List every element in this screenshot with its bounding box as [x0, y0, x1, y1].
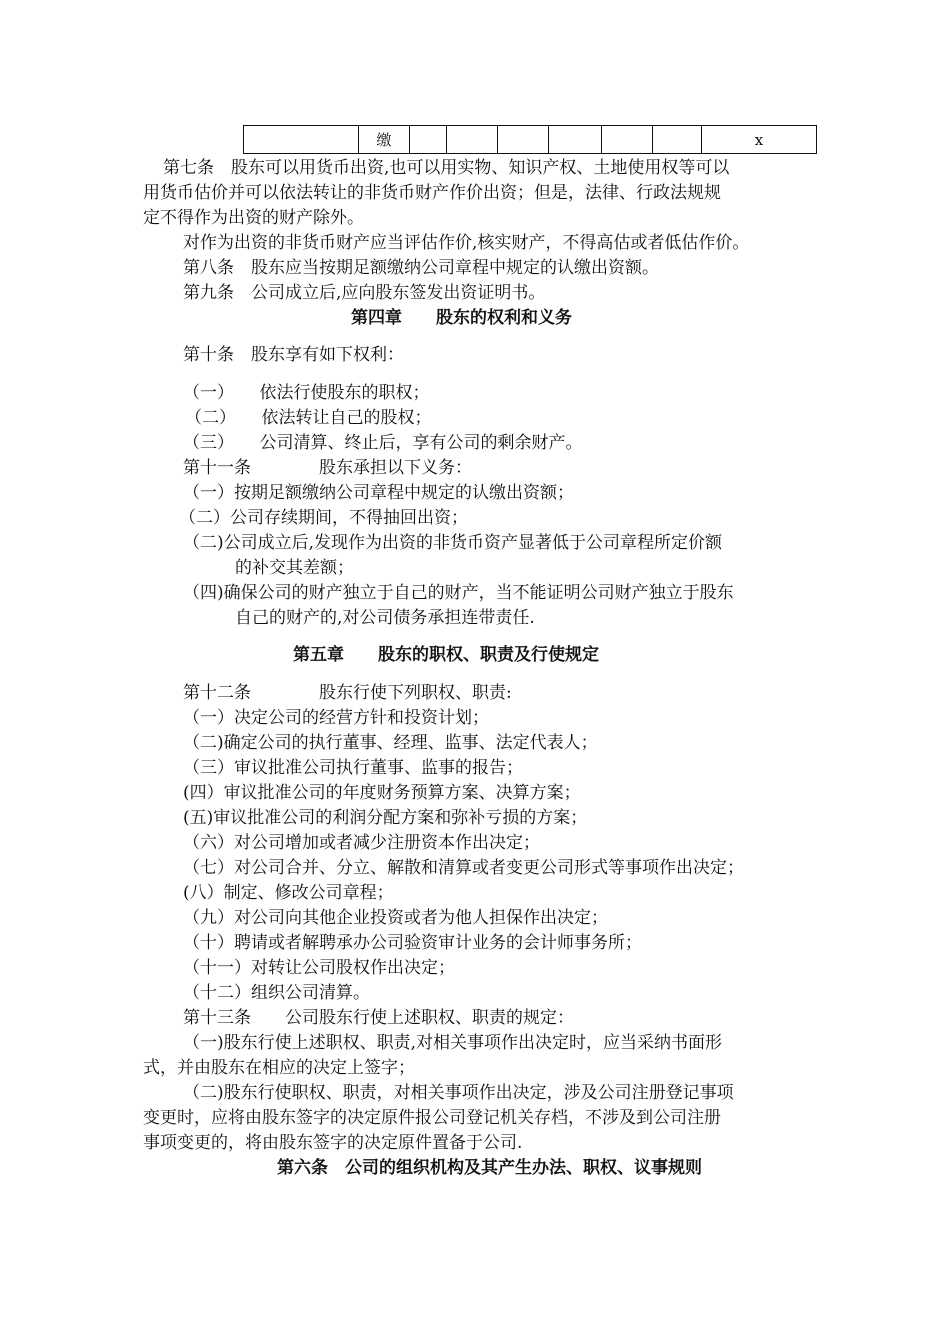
article-12: 第十二条 股东行使下列职权、职责:	[183, 683, 512, 703]
power-item-6: （六）对公司增加或者减少注册资本作出决定；	[183, 833, 540, 853]
rule-item-2-line-2: 变更时，应将由股东签字的决定原件报公司登记机关存档，不涉及到公司注册	[143, 1108, 721, 1128]
power-item-4: (四）审议批准公司的年度财务预算方案、决算方案；	[183, 783, 581, 803]
article-9: 第九条 公司成立后,应向股东签发出资证明书。	[183, 283, 546, 303]
rule-item-2-line-3: 事项变更的，将由股东签字的决定原件置备于公司.	[143, 1133, 523, 1153]
rule-item-1-line-1: （一)股东行使上述职权、职责,对相关事项作出决定时，应当采纳书面形	[183, 1033, 723, 1053]
power-item-3: （三）审议批准公司执行董事、监事的报告；	[183, 758, 523, 778]
duty-item-4-line-2: 自己的财产的,对公司债务承担连带责任.	[235, 608, 535, 628]
table-row	[244, 126, 817, 154]
table-cell	[447, 126, 498, 154]
chapter-4-heading: 第四章 股东的权利和义务	[351, 308, 572, 328]
duty-item-3-line-2: 的补交其差额；	[235, 558, 354, 578]
rule-item-1-line-2: 式，并由股东在相应的决定上签字；	[143, 1058, 415, 1078]
table-cell	[602, 126, 653, 154]
article-7-line-2: 用货币估价并可以依法转让的非货币财产作价出资；但是，法律、行政法规规	[143, 183, 721, 203]
right-item-3: （三） 公司清算、终止后，享有公司的剩余财产。	[183, 433, 583, 453]
power-item-10: （十）聘请或者解聘承办公司验资审计业务的会计师事务所；	[183, 933, 642, 953]
power-item-1: （一）决定公司的经营方针和投资计划；	[183, 708, 489, 728]
table-cell	[498, 126, 549, 154]
power-item-8: (八）制定、修改公司章程；	[183, 883, 394, 903]
contribution-table	[243, 125, 817, 154]
article-10: 第十条 股东享有如下权利：	[183, 345, 404, 365]
table-cell	[653, 126, 702, 154]
power-item-7: （七）对公司合并、分立、解散和清算或者变更公司形式等事项作出决定；	[183, 858, 744, 878]
article-7-line-3: 定不得作为出资的财产除外。	[143, 208, 364, 228]
power-item-12: （十二）组织公司清算。	[183, 983, 370, 1003]
article-7-line-1: 第七条 股东可以用货币出资,也可以用实物、知识产权、土地使用权等可以	[163, 158, 730, 178]
power-item-11: （十一）对转让公司股权作出决定；	[183, 958, 455, 978]
table-cell: 缴	[359, 126, 410, 154]
table-cell	[244, 126, 359, 154]
duty-item-1: （一）按期足额缴纳公司章程中规定的认缴出资额；	[183, 483, 574, 503]
duty-item-4-line-1: （四)确保公司的财产独立于自己的财产，当不能证明公司财产独立于股东	[183, 583, 734, 603]
chapter-6-heading: 第六条 公司的组织机构及其产生办法、职权、议事规则	[277, 1158, 702, 1178]
power-item-5: (五)审议批准公司的利润分配方案和弥补亏损的方案；	[183, 808, 588, 828]
article-8: 第八条 股东应当按期足额缴纳公司章程中规定的认缴出资额。	[183, 258, 659, 278]
duty-item-2: （二）公司存续期间，不得抽回出资；	[179, 508, 468, 528]
duty-item-3-line-1: （二)公司成立后,发现作为出资的非货币资产显著低于公司章程所定价额	[183, 533, 723, 553]
right-item-1: （一） 依法行使股东的职权；	[183, 383, 430, 403]
article-13: 第十三条 公司股东行使上述职权、职责的规定：	[183, 1008, 574, 1028]
table-cell	[410, 126, 447, 154]
rule-item-2-line-1: （二)股东行使职权、职责，对相关事项作出决定，涉及公司注册登记事项	[183, 1083, 734, 1103]
article-7-line-4: 对作为出资的非货币财产应当评估作价,核实财产，不得高估或者低估作价。	[183, 233, 750, 253]
power-item-2: （二)确定公司的执行董事、经理、监事、法定代表人；	[183, 733, 598, 753]
table-cell	[549, 126, 602, 154]
right-item-2: （二） 依法转让自己的股权；	[185, 408, 432, 428]
article-11: 第十一条 股东承担以下义务：	[183, 458, 472, 478]
chapter-5-heading: 第五章 股东的职权、职责及行使规定	[293, 645, 599, 665]
power-item-9: （九）对公司向其他企业投资或者为他人担保作出决定；	[183, 908, 608, 928]
table-cell: x	[702, 126, 817, 154]
